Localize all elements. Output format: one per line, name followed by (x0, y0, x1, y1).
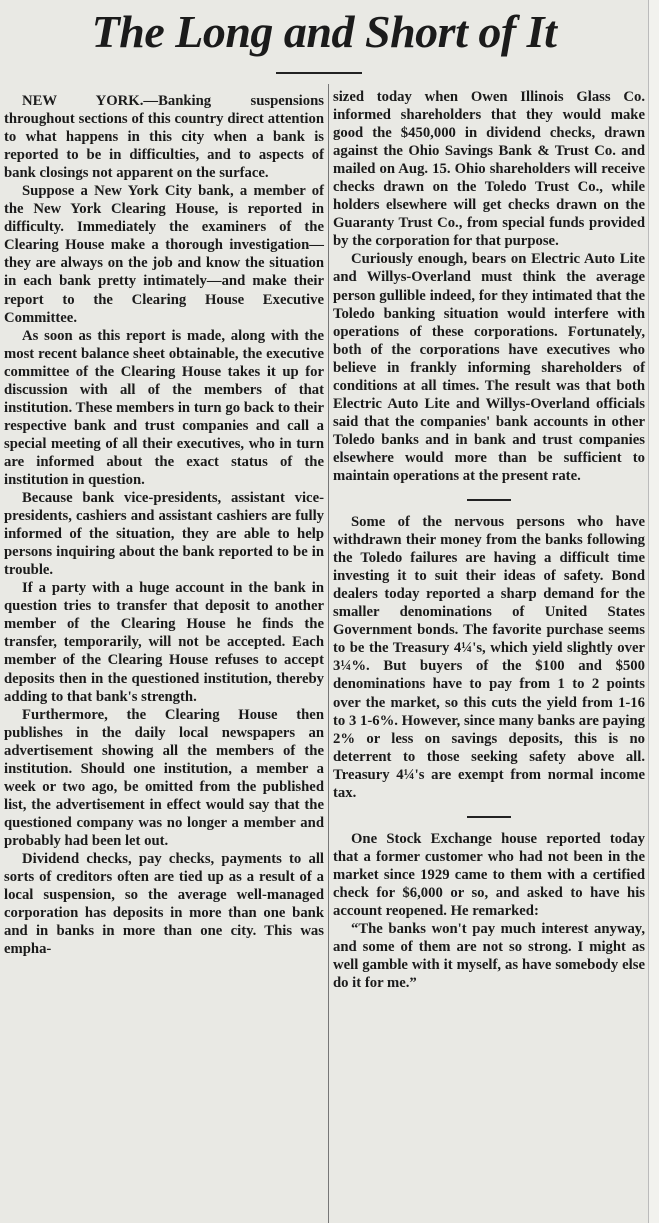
section-rule (467, 816, 511, 818)
headline: The Long and Short of It (91, 6, 557, 57)
adjacent-column-edge (648, 0, 659, 1223)
quote-paragraph: “The banks won't pay much interest anyway, and some of them are not so strong. I might as well gamble with it myself, as have somebody else do it for me.” (333, 921, 645, 992)
paragraph: Suppose a New York City bank, a member of the New York Clearing House, is reported in difficulty. Immediately the examiners of the Clearing House make a thorough investigation—they are always on the job and know the situation in each bank pretty intimately—and make their report to the Clearing House Executive Committee. (4, 183, 324, 326)
paragraph: One Stock Exchange house reported today that a former customer who had not been in the market since 1929 came to them with a certified check for $6,000 or so, and asked to have his account reopened. He remarked: (333, 830, 645, 919)
paragraph: If a party with a huge account in the bank in question tries to transfer that deposit to another member of the Clearing House he finds the transfer, temporarily, will not be accepted. Each member of the Clearing House refuses to accept deposits then in the questioned institution, thereby adding to that bank's strength. (4, 580, 324, 705)
paragraph: Dividend checks, pay checks, payments to all sorts of creditors often are tied up as a result of a local suspension, so the average well-managed corporation has deposits in more than one bank and in banks in more than one city. This was empha- (4, 850, 324, 958)
column-2 (333, 88, 645, 992)
column-1 (4, 92, 324, 958)
paragraph: As soon as this report is made, along with the most recent balance sheet obtainable, the executive committee of the Clearing House takes it up for discussion with all of the members of that institution. These members in turn go back to their respective bank and trust companies and call a special meeting of all their executives, who in turn are informed about the exact status of the institution in question. (4, 327, 324, 488)
column-divider (328, 84, 329, 1223)
headline-rule (276, 72, 362, 74)
section-rule (467, 499, 511, 501)
paragraph: Because bank vice-presidents, assistant vice-presidents, cashiers and assistant cashiers are fully informed of the situation, they are able to help persons inquiring about the bank reported to be in trouble. (4, 490, 324, 579)
paragraph: Curiously enough, bears on Electric Auto Lite and Willys-Overland must think the average person gullible indeed, for they intimated that the Toledo banking situation would interfere with operations of these corporations. Fortunately, both of the corporations have executives who believe in frankly informing shareholders of conditions at all times. The result was that both Electric Auto Lite and Willys-Overland officials said that the companies' bank accounts in other Toledo banks and in bank and trust companies elsewhere would more than be sufficient to maintain operations at the present rate. (333, 251, 645, 484)
paragraph: Some of the nervous persons who have withdrawn their money from the banks following the Toledo failures are having a difficult time investing it to suit their ideas of safety. Bond dealers today reported a sharp demand for the smaller denominations of United States Government bonds. The favorite purchase seems to be the Treasury 4¼'s, which yield slightly over 3¼%. But buyers of the $100 and $500 denominations have to pay from 1 to 2 points over the market, so this cuts the yield from 1-16 to 3 1-6%. However, since many banks are paying 2% or less on savings deposits, this is no deterrent to those seeking safety above all. Treasury 4¼'s are exempt from normal income tax. (333, 514, 645, 801)
paragraph: Furthermore, the Clearing House then publishes in the daily local newspapers an advertisement showing all the members of the institution. Should one institution, a member a week or two ago, be omitted from the published list, the advertisement in effect would say that the questioned company was no longer a member and probably had been let out. (4, 706, 324, 849)
paragraph: NEW YORK.—Banking suspensions throughout sections of this country direct attention to what happens in this city when a bank is reported to be in difficulties, and to aspects of bank closings not apparent on the surface. (4, 93, 324, 182)
paragraph: sized today when Owen Illinois Glass Co. informed shareholders that they would make good the $450,000 in dividend checks, drawn against the Ohio Savings Bank & Trust Co. and mailed on Aug. 15. Ohio shareholders will receive checks drawn on the Toledo Trust Co., while holders elsewhere will get checks drawn on the Guaranty Trust Co., from special funds provided by the corporation for that purpose. (333, 89, 645, 250)
